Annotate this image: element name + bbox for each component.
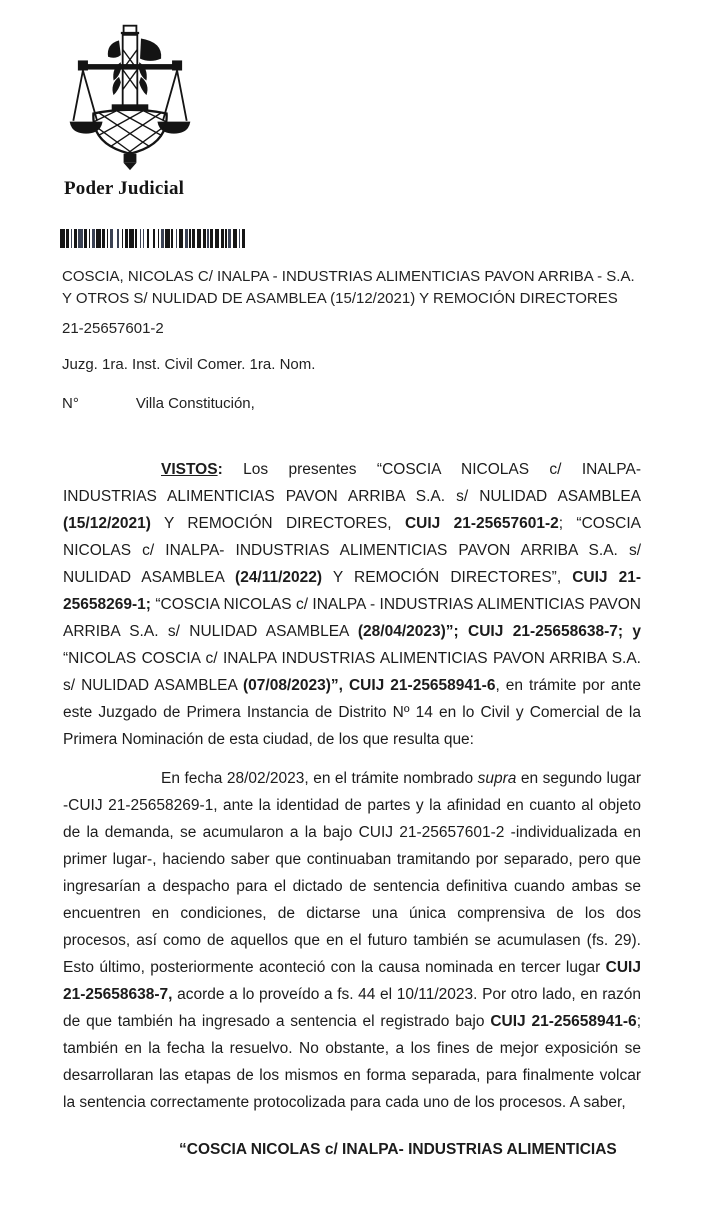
institution-name: Poder Judicial: [64, 178, 185, 199]
cuij-number: 21-25657601-2: [62, 320, 164, 337]
place-name: Villa Constitución,: [135, 395, 255, 412]
case-heading: “COSCIA NICOLAS c/ INALPA- INDUSTRIAS ALIMENTICIAS: [179, 1141, 617, 1158]
resulta-paragraph: En fecha 28/02/2023, en el trámite nombrado supra en segundo lugar -CUIJ 21-25658269-1, ante la identidad de partes y la afinidad en cuanto al objeto de la demanda, se acumularon a la bajo CUIJ 21-25657601-2 -individualizada en primer lugar-, haciendo saber que continuaban tramitando por separado, pero que ingresarían a despacho para el dictado de sentencia definitiva cuando ambas se encuentren en condiciones, de dictarse una única comprensiva de los dos procesos, así como de aquellos que en el futuro también se acumulasen (fs. 29). Esto último, posteriormente aconteció con la causa nominada en tercer lugar CUIJ 21-25658638-7, acorde a lo proveído a fs. 44 el 10/11/2023. Por otro lado, en razón de que también ha ingresado a sentencia el registrado bajo CUIJ 21-25658941-6; también en la fecha la resuelvo. No obstante, a los fines de mejor exposición se desarrollaran las etapas de los mismos en forma separada, para finalmente volcar la sentencia correctamente protocolizada para cada uno de los procesos. A saber,: [63, 770, 641, 1111]
court-name: Juzg. 1ra. Inst. Civil Comer. 1ra. Nom.: [62, 356, 316, 373]
ruling-body: [63, 456, 641, 1163]
scales-of-justice-icon: [66, 22, 194, 172]
case-caption: COSCIA, NICOLAS C/ INALPA - INDUSTRIAS ALIMENTICIAS PAVON ARRIBA - S.A. Y OTROS S/ NULIDAD DE ASAMBLEA (15/12/2021) Y REMOCIÓN DIRECTORES: [62, 268, 635, 307]
case-number-label: N°: [62, 395, 79, 412]
number-and-place-line: [62, 393, 642, 415]
case-barcode-icon: [60, 229, 246, 248]
vistos-paragraph: VISTOS: Los presentes “COSCIA NICOLAS c/ INALPA- INDUSTRIAS ALIMENTICIAS PAVON ARRIBA S.A. s/ NULIDAD ASAMBLEA (15/12/2021) Y REMOCIÓN DIRECTORES, CUIJ 21-25657601-2; “COSCIA NICOLAS c/ INALPA- INDUSTRIAS ALIMENTICIAS PAVON ARRIBA S.A. s/ NULIDAD ASAMBLEA (24/11/2022) Y REMOCIÓN DIRECTORES”, CUIJ 21-25658269-1; “COSCIA NICOLAS c/ INALPA - INDUSTRIAS ALIMENTICIAS PAVON ARRIBA S.A. s/ NULIDAD ASAMBLEA (28/04/2023)”; CUIJ 21-25658638-7; y “NICOLAS COSCIA c/ INALPA INDUSTRIAS ALIMENTICIAS PAVON ARRIBA S.A. s/ NULIDAD ASAMBLEA (07/08/2023)”, CUIJ 21-25658941-6, en trámite por ante este Juzgado de Primera Instancia de Distrito Nº 14 en lo Civil y Comercial de la Primera Nominación de esta ciudad, de los que resulta que:: [63, 461, 642, 748]
